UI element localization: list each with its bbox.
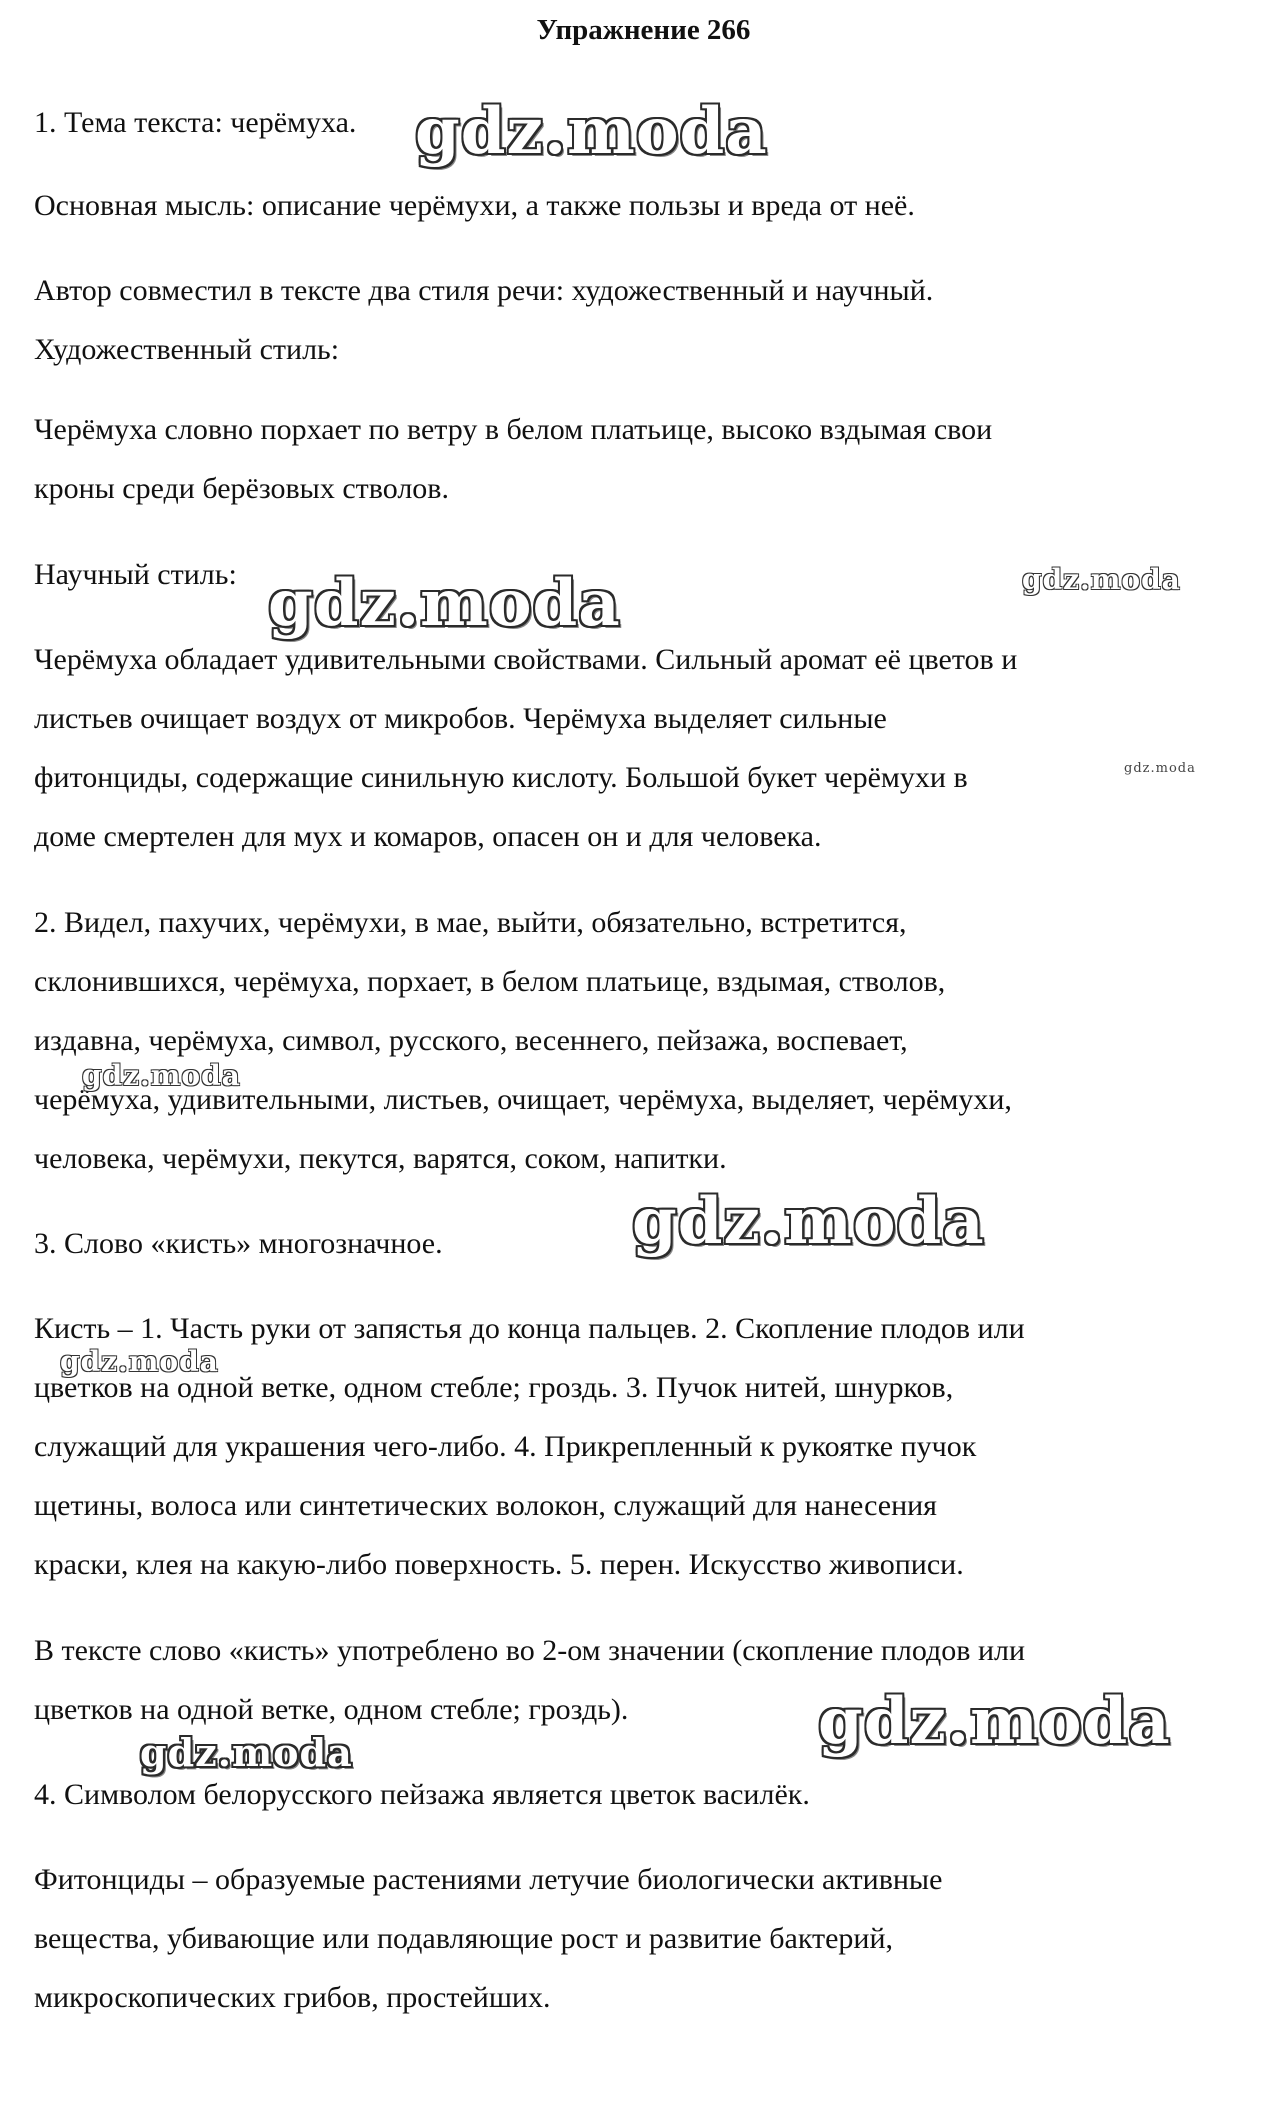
watermark-logo: gdz.moda <box>1124 761 1196 776</box>
line-scientific-label: Научный стиль: <box>34 558 237 591</box>
watermark-logo: gdz.moda <box>268 566 621 641</box>
watermark-logo: gdz.moda <box>1022 563 1181 596</box>
line-definition-4: щетины, волоса или синтетических волокон, служащий для нанесения <box>34 1489 937 1522</box>
line-definition-5: краски, клея на какую-либо поверхность. 5. перен. Искусство живописи. <box>34 1548 964 1581</box>
line-task2-2: склонившихся, черёмуха, порхает, в белом платьице, вздымая, стволов, <box>34 965 946 998</box>
line-scientific-1: Черёмуха обладает удивительными свойствами. Сильный аромат её цветов и <box>34 643 1018 676</box>
line-definition-1: Кисть – 1. Часть руки от запястья до конца пальцев. 2. Скопление плодов или <box>34 1312 1025 1345</box>
line-artistic-1: Черёмуха словно порхает по ветру в белом платьице, высоко вздымая свои <box>34 413 993 446</box>
line-artistic-2: кроны среди берёзовых стволов. <box>34 472 449 505</box>
line-meaning-2: цветков на одной ветке, одном стебле; гроздь). <box>34 1693 629 1726</box>
line-main-idea: Основная мысль: описание черёмухи, а также пользы и вреда от неё. <box>34 189 915 222</box>
line-scientific-4: доме смертелен для мух и комаров, опасен он и для человека. <box>34 820 822 853</box>
line-artistic-label: Художественный стиль: <box>34 333 340 366</box>
line-topic: 1. Тема текста: черёмуха. <box>34 106 357 139</box>
watermark-logo: gdz.moda <box>82 1059 241 1092</box>
line-meaning-1: В тексте слово «кисть» употреблено во 2-ом значении (скопление плодов или <box>34 1634 1026 1667</box>
line-task3: 3. Слово «кисть» многозначное. <box>34 1227 443 1260</box>
watermark-logo: gdz.moda <box>415 94 768 169</box>
line-phytoncides-2: вещества, убивающие или подавляющие рост и развитие бактерий, <box>34 1922 894 1955</box>
watermark-logo: gdz.moda <box>140 1730 353 1775</box>
line-scientific-3: фитонциды, содержащие синильную кислоту. Большой букет черёмухи в <box>34 761 968 794</box>
line-task4: 4. Символом белорусского пейзажа является цветок василёк. <box>34 1778 810 1811</box>
line-task2-5: человека, черёмухи, пекутся, варятся, соком, напитки. <box>34 1142 727 1175</box>
line-task2-3: издавна, черёмуха, символ, русского, весеннего, пейзажа, воспевает, <box>34 1024 908 1057</box>
line-phytoncides-3: микроскопических грибов, простейших. <box>34 1981 551 2014</box>
line-phytoncides-1: Фитонциды – образуемые растениями летучие биологически активные <box>34 1863 943 1896</box>
watermark-logo: gdz.moda <box>632 1184 985 1259</box>
watermark-logo: gdz.moda <box>818 1684 1171 1759</box>
line-definition-3: служащий для украшения чего-либо. 4. Прикрепленный к рукоятке пучок <box>34 1430 977 1463</box>
watermark-logo: gdz.moda <box>60 1345 219 1378</box>
line-styles: Автор совместил в тексте два стиля речи: художественный и научный. <box>34 274 934 307</box>
line-task2-1: 2. Видел, пахучих, черёмухи, в мае, выйти, обязательно, встретится, <box>34 906 907 939</box>
line-scientific-2: листьев очищает воздух от микробов. Черёмуха выделяет сильные <box>34 702 887 735</box>
line-task2-4: черёмуха, удивительными, листьев, очищает, черёмуха, выделяет, черёмухи, <box>34 1083 1012 1116</box>
exercise-title: Упражнение 266 <box>536 14 751 46</box>
line-definition-2: цветков на одной ветке, одном стебле; гроздь. 3. Пучок нитей, шнурков, <box>34 1371 954 1404</box>
